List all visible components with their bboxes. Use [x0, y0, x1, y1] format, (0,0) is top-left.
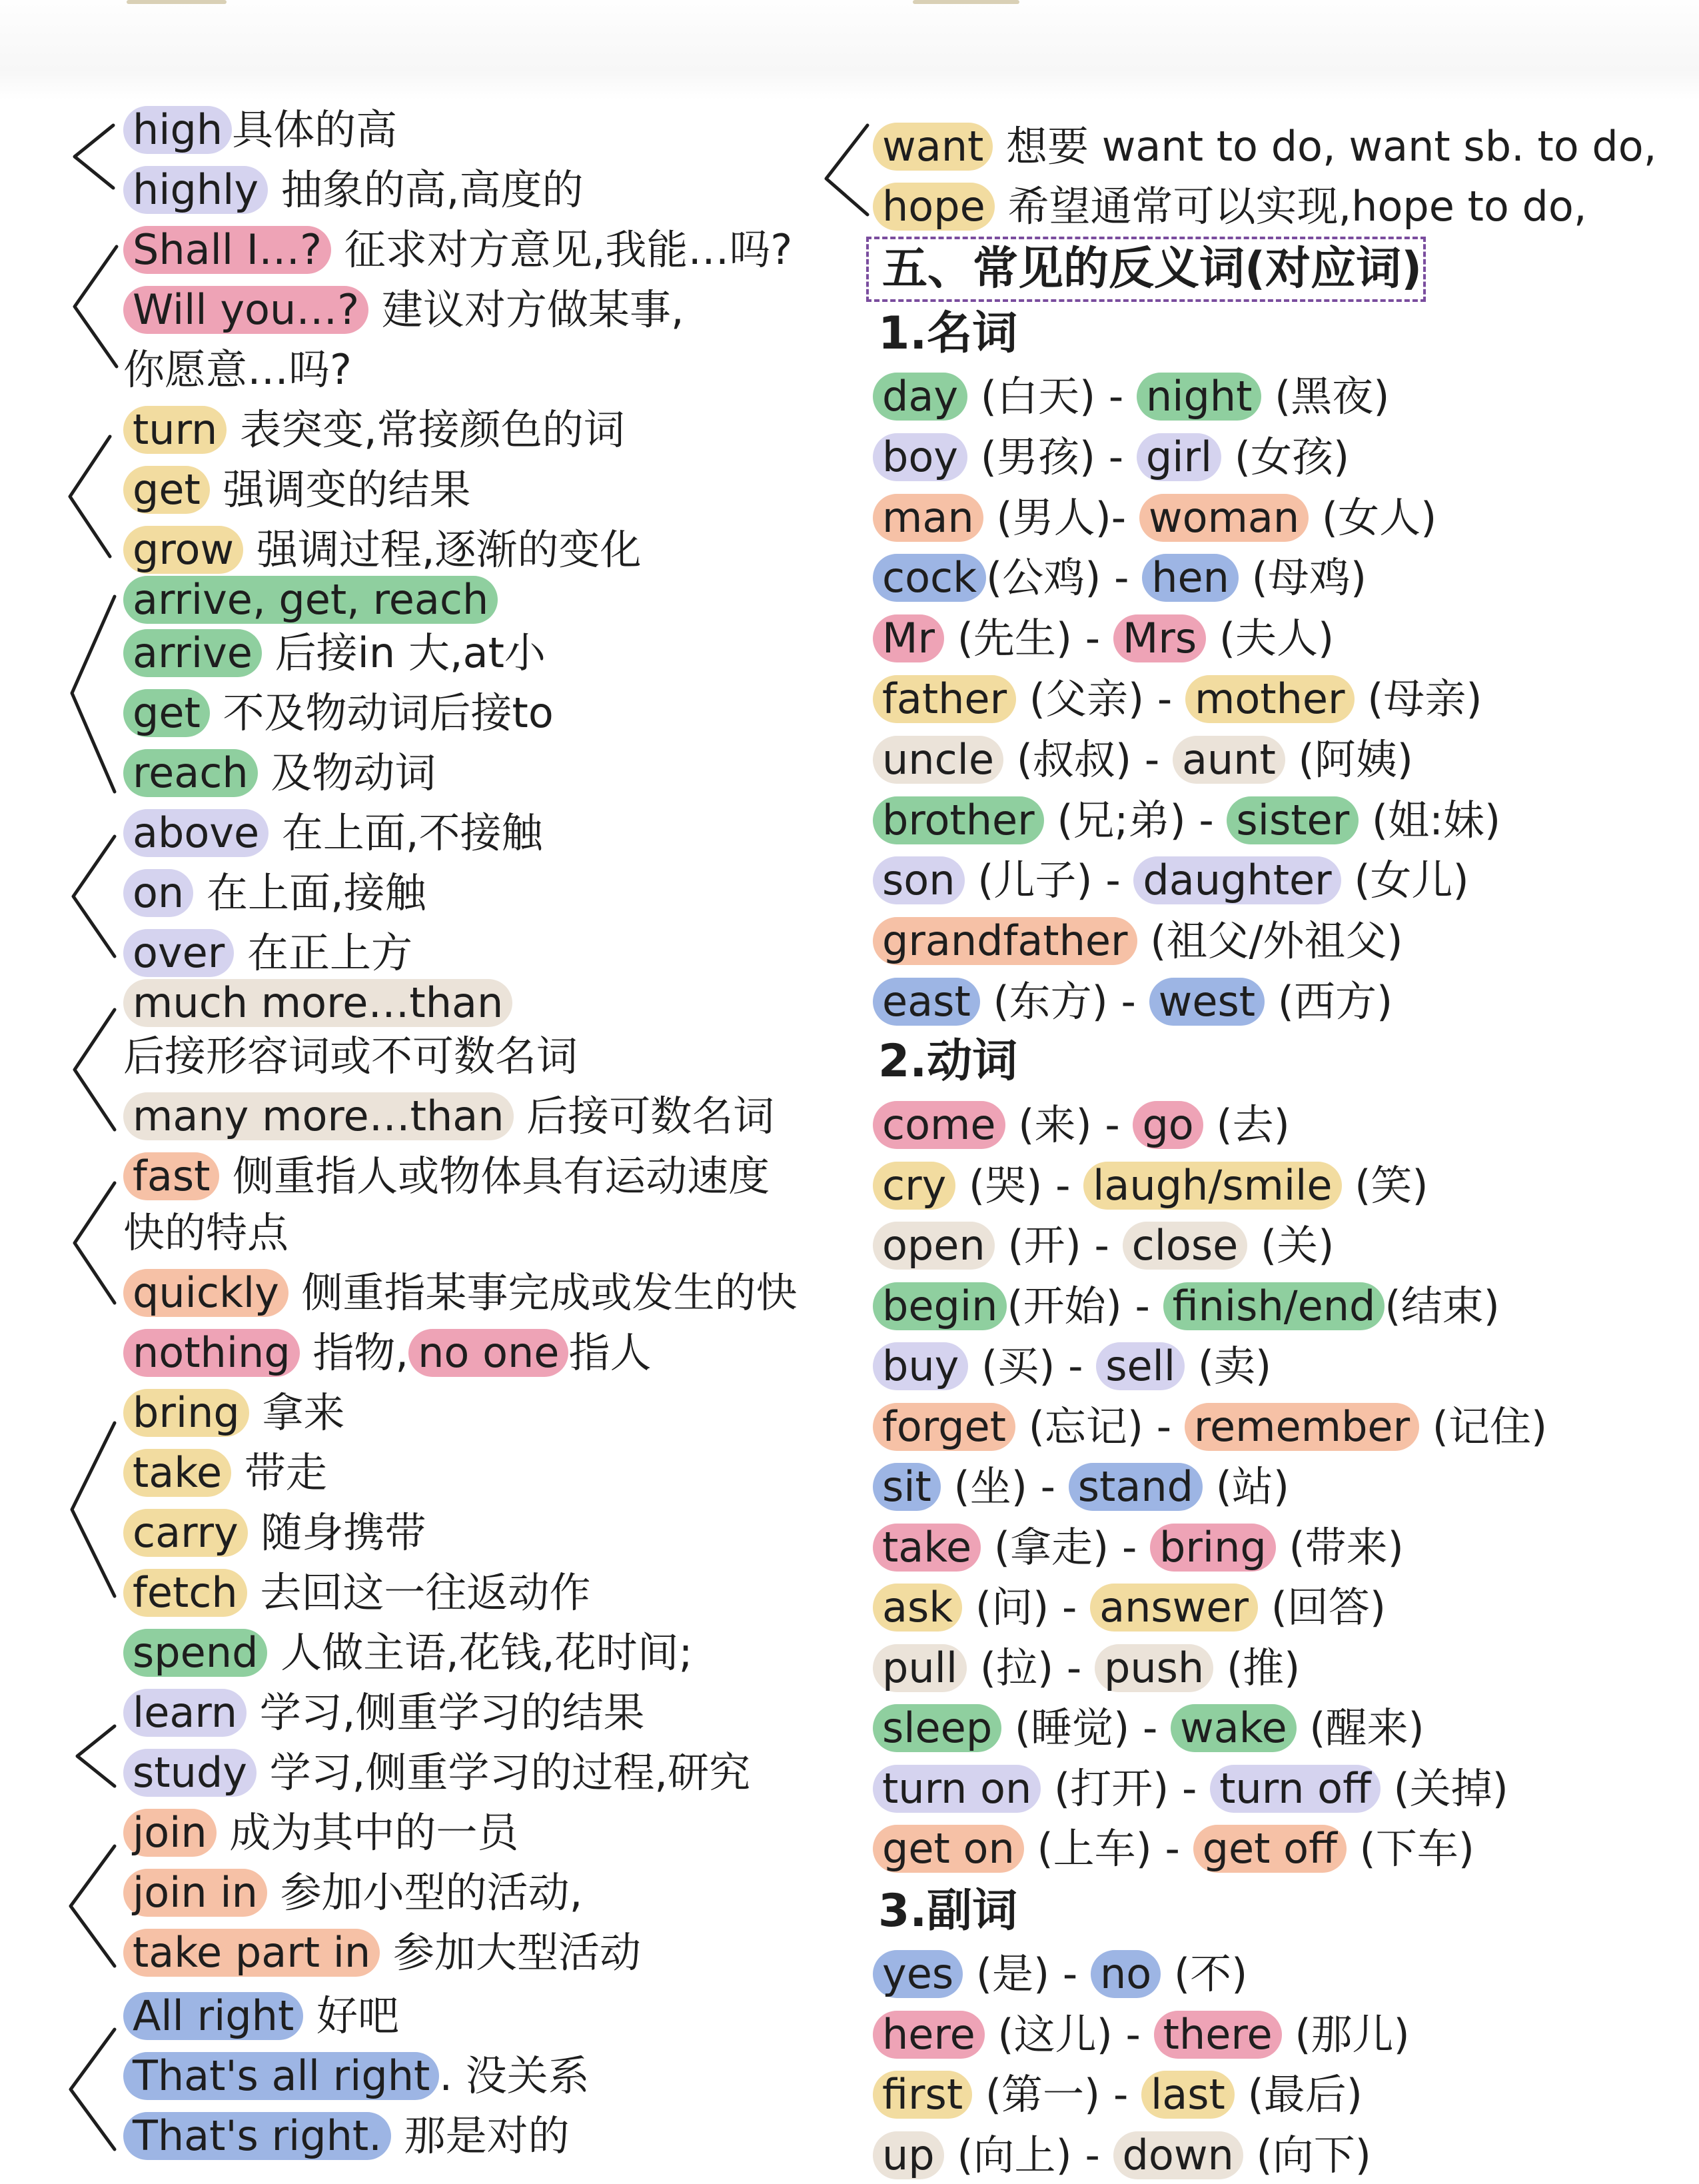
entry-line: [123, 1626, 692, 1679]
explanation-text: (女儿): [1341, 856, 1469, 905]
explanation-text: (回答): [1258, 1583, 1387, 1632]
explanation-text: (开) -: [994, 1221, 1123, 1270]
entry-line: [873, 612, 1334, 665]
explanation-text: (男人)-: [983, 493, 1139, 542]
highlighted-term: west: [1149, 978, 1265, 1026]
highlighted-term: ask: [873, 1584, 962, 1632]
explanation-text: (东方) -: [979, 977, 1149, 1026]
entry-line: [123, 403, 625, 457]
explanation-text: 你愿意…吗?: [123, 345, 352, 394]
explanation-text: (男孩) -: [967, 432, 1137, 481]
entry-line: [873, 1280, 1500, 1333]
explanation-text: (关掉): [1380, 1763, 1508, 1813]
highlighted-term: nothing: [123, 1329, 300, 1377]
highlighted-term: That's all right: [123, 2052, 439, 2100]
highlighted-term: highly: [123, 166, 268, 214]
entry-line: [123, 746, 436, 800]
entry-line: [873, 551, 1367, 604]
explanation-text: (儿子) -: [964, 856, 1134, 905]
highlighted-term: aunt: [1173, 736, 1285, 784]
entry-line: [873, 2129, 1371, 2182]
highlighted-term: come: [873, 1101, 1005, 1149]
entry-line: [123, 2109, 570, 2163]
highlighted-term: last: [1141, 2071, 1235, 2119]
explanation-text: (公鸡) -: [986, 553, 1143, 602]
highlighted-term: take: [123, 1449, 231, 1497]
highlighted-term: day: [873, 373, 967, 421]
highlighted-term: turn: [123, 406, 227, 454]
highlighted-term: quickly: [123, 1269, 288, 1317]
explanation-text: (拿走) -: [981, 1522, 1151, 1572]
entry-line: [123, 2049, 590, 2103]
explanation-text: (是) -: [963, 1949, 1091, 1998]
explanation-text: (记住): [1419, 1402, 1548, 1451]
highlighted-term: arrive: [123, 629, 262, 677]
explanation-text: 随身携带: [247, 1508, 426, 1557]
highlighted-term: All right: [123, 1992, 303, 2040]
highlighted-term: daughter: [1133, 856, 1341, 904]
entry-line: [123, 1030, 578, 1083]
explanation-text: (阿姨): [1285, 734, 1413, 784]
entry-line: [123, 223, 792, 277]
explanation-text: 指物,: [299, 1328, 409, 1377]
highlighted-term: sell: [1096, 1342, 1185, 1390]
highlighted-term: many more…than: [123, 1092, 514, 1140]
explanation-text: 想要 want to do, want sb. to do,: [993, 122, 1657, 171]
entry-line: [873, 1460, 1289, 1514]
highlighted-term: cry: [873, 1162, 955, 1210]
explanation-text: (醒来): [1296, 1703, 1424, 1752]
explanation-text: (站): [1202, 1462, 1290, 1511]
explanation-text: 后接可数名词: [513, 1092, 775, 1140]
explanation-text: (开始) -: [1007, 1281, 1163, 1330]
explanation-text: 参加小型的活动,: [267, 1868, 583, 1917]
explanation-text: (白天) -: [967, 372, 1137, 421]
entry-line: [123, 976, 512, 1030]
explanation-text: . 没关系: [439, 2051, 590, 2100]
explanation-text: 好吧: [303, 1991, 399, 2040]
explanation-text: (忘记) -: [1015, 1402, 1185, 1451]
highlighted-term: brother: [873, 796, 1044, 844]
explanation-text: 表突变,常接颜色的词: [227, 405, 625, 454]
explanation-text: (打开) -: [1041, 1763, 1211, 1813]
explanation-text: 那是对的: [390, 2111, 570, 2160]
entry-line: [123, 573, 498, 626]
highlighted-term: mother: [1185, 675, 1355, 723]
highlighted-term: no: [1091, 1950, 1161, 1998]
explanation-text: 在上面,不接触: [269, 808, 543, 857]
explanation-text: (来) -: [1005, 1100, 1133, 1149]
entry-line: [123, 926, 412, 980]
explanation-text: (睡觉) -: [1001, 1703, 1171, 1752]
entry-line: [873, 794, 1500, 847]
explanation-text: (夫人): [1206, 614, 1335, 663]
highlighted-term: father: [873, 675, 1016, 723]
entry-line: [123, 343, 352, 397]
highlighted-term: begin: [873, 1282, 1007, 1330]
highlighted-term: Shall I…?: [123, 226, 331, 274]
explanation-text: (坐) -: [940, 1462, 1069, 1511]
highlighted-term: reach: [123, 749, 258, 797]
heading-verbs: 2.动词: [878, 1035, 1018, 1088]
explanation-text: 强调过程,逐渐的变化: [243, 525, 642, 574]
explanation-text: (黑夜): [1261, 372, 1390, 421]
highlighted-term: man: [873, 494, 983, 542]
entry-line: [123, 1806, 518, 1859]
entry-line: [123, 806, 543, 860]
entry-line: [873, 120, 1656, 173]
explanation-text: 指人: [568, 1328, 652, 1377]
highlighted-term: carry: [123, 1509, 248, 1557]
explanation-text: 不及物动词后接to: [209, 688, 554, 737]
highlighted-term: learn: [123, 1689, 247, 1737]
entry-line: [123, 1989, 399, 2043]
explanation-text: (关): [1247, 1221, 1335, 1270]
highlighted-term: night: [1137, 373, 1261, 421]
explanation-text: 学习,侧重学习的结果: [247, 1688, 645, 1737]
highlighted-term: fetch: [123, 1569, 247, 1617]
highlighted-term: first: [873, 2071, 972, 2119]
entry-line: [123, 1746, 750, 1799]
highlighted-term: close: [1123, 1222, 1248, 1270]
highlighted-term: spend: [123, 1629, 267, 1677]
explanation-text: (哭) -: [955, 1160, 1084, 1210]
explanation-text: (推): [1213, 1643, 1301, 1692]
entry-line: [873, 2068, 1363, 2121]
highlighted-term: above: [123, 809, 269, 857]
explanation-text: (先生) -: [943, 614, 1113, 663]
explanation-text: 成为其中的一员: [216, 1808, 519, 1857]
entry-line: [873, 1822, 1474, 1875]
explanation-text: (去): [1203, 1100, 1290, 1149]
highlighted-term: forget: [873, 1403, 1015, 1451]
explanation-text: 在正上方: [234, 928, 412, 977]
entry-line: [873, 854, 1469, 907]
highlighted-term: here: [873, 2011, 985, 2059]
highlighted-term: high: [123, 106, 232, 154]
explanation-text: 具体的高: [232, 105, 398, 154]
entry-line: [873, 431, 1349, 484]
explanation-text: (兄;弟) -: [1043, 795, 1227, 844]
entry-line: [123, 686, 554, 740]
explanation-text: (卖): [1185, 1342, 1272, 1390]
highlighted-term: remember: [1185, 1403, 1419, 1451]
entry-line: [123, 1386, 344, 1440]
highlighted-term: study: [123, 1749, 257, 1797]
entry-line: [123, 1206, 288, 1260]
entry-line: [873, 1641, 1300, 1695]
highlighted-term: take part in: [123, 1929, 380, 1977]
entry-line: [123, 1266, 798, 1320]
highlighted-term: son: [873, 856, 965, 904]
explanation-text: (祖父/外祖父): [1137, 916, 1403, 966]
explanation-text: (这儿) -: [984, 2009, 1154, 2059]
highlighted-term: Mrs: [1113, 614, 1206, 662]
highlighted-term: laugh/smile: [1083, 1162, 1341, 1210]
highlighted-term: sister: [1227, 796, 1359, 844]
entry-line: [873, 1947, 1247, 2001]
highlighted-term: on: [123, 869, 193, 917]
explanation-text: 希望通常可以实现,hope to do,: [994, 182, 1587, 231]
highlighted-term: hope: [873, 183, 995, 231]
explanation-text: (叔叔) -: [1003, 734, 1173, 784]
entry-line: [123, 163, 584, 217]
highlighted-term: turn on: [873, 1765, 1041, 1813]
highlighted-term: there: [1154, 2011, 1282, 2059]
highlighted-term: go: [1133, 1101, 1203, 1149]
highlighted-term: finish/end: [1163, 1282, 1385, 1330]
entry-line: [873, 180, 1587, 233]
explanation-text: 去回这一往返动作: [247, 1568, 591, 1617]
highlighted-term: grandfather: [873, 917, 1137, 965]
explanation-text: 后接形容词或不可数名词: [123, 1032, 578, 1080]
entry-line: [873, 1159, 1428, 1212]
highlighted-term: wake: [1171, 1704, 1297, 1752]
entry-line: [873, 1098, 1290, 1152]
entry-line: [123, 626, 546, 680]
entry-line: [123, 1090, 774, 1143]
explanation-text: (向下): [1243, 2130, 1371, 2179]
highlighted-term: yes: [873, 1950, 963, 1998]
entry-line: [873, 1701, 1424, 1755]
entry-line: [123, 1326, 651, 1380]
highlighted-term: fast: [123, 1152, 219, 1200]
highlighted-term: arrive, get, reach: [123, 576, 498, 624]
highlighted-term: pull: [873, 1644, 967, 1692]
entry-line: [123, 1926, 641, 1979]
entry-line: [123, 523, 642, 576]
entry-line: [873, 1762, 1508, 1815]
section-title: 五、常见的反义词(对应词): [866, 237, 1426, 302]
explanation-text: 在上面,接触: [193, 868, 426, 917]
highlighted-term: bring: [1150, 1524, 1276, 1572]
entry-line: [123, 103, 397, 157]
explanation-text: 侧重指人或物体具有运动速度: [219, 1152, 770, 1200]
entry-line: [873, 491, 1436, 545]
explanation-text: (不): [1161, 1949, 1248, 1998]
highlighted-term: buy: [873, 1342, 968, 1390]
highlighted-term: down: [1113, 2131, 1243, 2179]
highlighted-term: bring: [123, 1389, 249, 1437]
heading-nouns: 1.名词: [878, 307, 1018, 360]
explanation-text: (西方): [1265, 977, 1393, 1026]
explanation-text: (女人): [1309, 493, 1437, 542]
highlighted-term: hen: [1142, 554, 1239, 602]
entry-line: [873, 2008, 1410, 2061]
highlighted-term: over: [123, 929, 234, 977]
highlighted-term: get off: [1193, 1825, 1347, 1873]
entry-line: [123, 866, 426, 920]
highlighted-term: Mr: [873, 614, 944, 662]
explanation-text: (母鸡): [1238, 553, 1367, 602]
entry-line: [123, 1566, 590, 1620]
heading-adverbs: 3.副词: [878, 1885, 1018, 1937]
highlighted-term: Will you…?: [123, 286, 368, 334]
highlighted-term: grow: [123, 526, 243, 574]
entry-line: [873, 370, 1390, 423]
explanation-text: (结束): [1385, 1281, 1500, 1330]
highlighted-term: get: [123, 466, 210, 514]
highlighted-term: up: [873, 2131, 944, 2179]
highlighted-term: woman: [1139, 494, 1309, 542]
highlighted-term: want: [873, 123, 993, 171]
explanation-text: 人做主语,花钱,花时间;: [267, 1628, 693, 1677]
explanation-text: (姐:妹): [1359, 795, 1501, 844]
explanation-text: (问) -: [962, 1583, 1091, 1632]
highlighted-term: join in: [123, 1869, 267, 1917]
entry-line: [873, 975, 1393, 1028]
highlighted-term: stand: [1069, 1463, 1203, 1511]
explanation-text: 拿来: [249, 1388, 345, 1437]
entry-line: [123, 1446, 327, 1500]
highlighted-term: girl: [1137, 433, 1221, 481]
entry-line: [873, 672, 1482, 726]
explanation-text: (拉) -: [967, 1643, 1095, 1692]
explanation-text: (最后): [1234, 2070, 1363, 2119]
explanation-text: (母亲): [1354, 674, 1482, 723]
highlighted-term: join: [123, 1809, 217, 1857]
entry-line: [873, 733, 1413, 786]
entry-line: [873, 1340, 1271, 1393]
highlighted-term: get on: [873, 1825, 1024, 1873]
entry-line: [873, 914, 1403, 968]
explanation-text: (带来): [1275, 1522, 1404, 1572]
highlighted-term: cock: [873, 554, 986, 602]
highlighted-term: much more…than: [123, 979, 512, 1027]
entry-line: [873, 1219, 1334, 1272]
entry-line: [123, 283, 684, 337]
explanation-text: (第一) -: [972, 2070, 1142, 2119]
explanation-text: (女孩): [1221, 432, 1350, 481]
entry-line: [123, 1150, 770, 1203]
explanation-text: (下车): [1346, 1824, 1474, 1873]
explanation-text: 征求对方意见,我能…吗?: [331, 225, 793, 274]
entry-line: [123, 1686, 644, 1739]
explanation-text: 建议对方做某事,: [368, 285, 684, 334]
explanation-text: (父亲) -: [1016, 674, 1185, 723]
explanation-text: (买) -: [968, 1342, 1097, 1390]
explanation-text: (那儿): [1281, 2009, 1410, 2059]
entry-line: [873, 1521, 1404, 1574]
explanation-text: 学习,侧重学习的过程,研究: [256, 1748, 751, 1797]
explanation-text: 侧重指某事完成或发生的快: [288, 1268, 798, 1317]
highlighted-term: sit: [873, 1463, 941, 1511]
explanation-text: (向上) -: [943, 2130, 1113, 2179]
explanation-text: 抽象的高,高度的: [268, 165, 584, 214]
entry-line: [873, 1581, 1386, 1634]
explanation-text: 后接in 大,at小: [261, 628, 546, 677]
highlighted-term: uncle: [873, 736, 1003, 784]
highlighted-term: east: [873, 978, 980, 1026]
highlighted-term: push: [1095, 1644, 1213, 1692]
explanation-text: (笑): [1341, 1160, 1428, 1210]
explanation-text: (上车) -: [1023, 1824, 1193, 1873]
entry-line: [123, 463, 471, 517]
entry-line: [873, 1400, 1547, 1454]
highlighted-term: open: [873, 1222, 995, 1270]
explanation-text: 带走: [231, 1448, 327, 1497]
highlighted-term: get: [123, 689, 210, 737]
highlighted-term: boy: [873, 433, 967, 481]
highlighted-term: That's right.: [123, 2112, 391, 2160]
highlighted-term: sleep: [873, 1704, 1001, 1752]
highlighted-term: take: [873, 1524, 981, 1572]
highlighted-term: no one: [408, 1329, 568, 1377]
entry-line: [123, 1506, 426, 1560]
highlighted-term: turn off: [1210, 1765, 1381, 1813]
highlighted-term: answer: [1090, 1584, 1258, 1632]
entry-line: [123, 1866, 582, 1919]
explanation-text: 及物动词: [257, 748, 436, 797]
explanation-text: 快的特点: [123, 1208, 289, 1257]
explanation-text: 参加大型活动: [380, 1928, 641, 1977]
explanation-text: 强调变的结果: [209, 465, 471, 514]
